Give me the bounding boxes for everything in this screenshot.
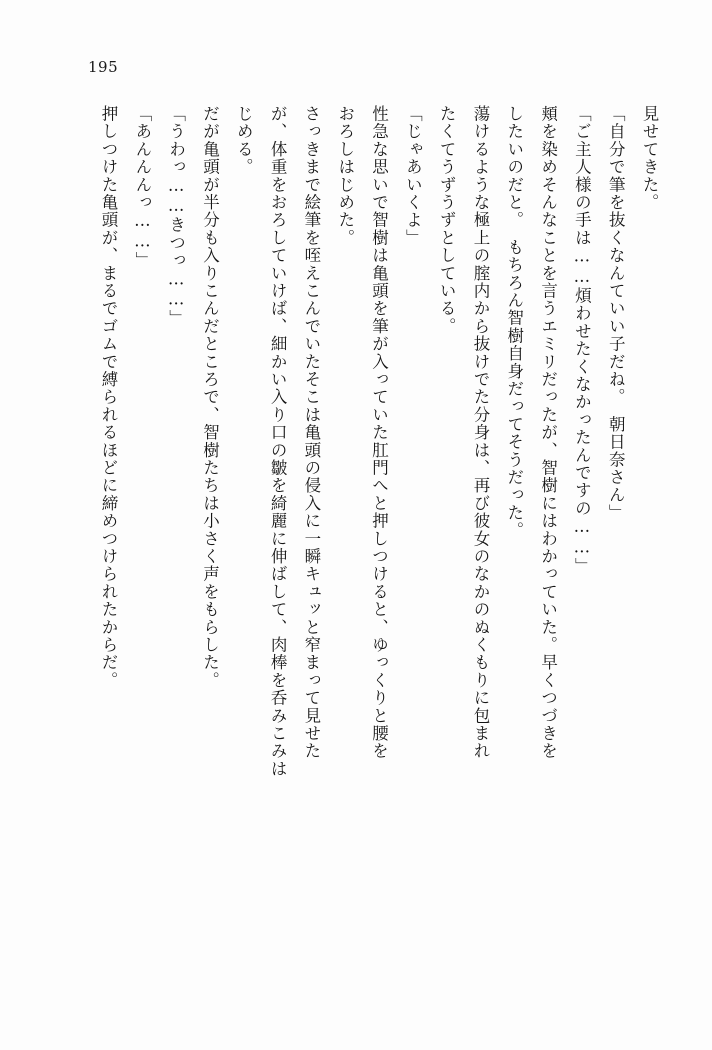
text-line: じめる。: [234, 105, 254, 176]
text-line: 性急な思いで智樹は亀頭を筆が入っていた肛門へと押しつけると、ゆっくりと腰を: [369, 105, 389, 760]
text-line: 「じゃあいくよ」: [403, 105, 423, 247]
page-body-text: [46, 105, 666, 975]
text-line: 「あんんんっ……」: [132, 105, 152, 270]
text-line: たくてうずうずとしている。: [437, 105, 457, 336]
text-line: さっきまで絵筆を咥えこんでいたそこは亀頭の侵入に一瞬キュッと窄まって見せた: [301, 105, 321, 760]
text-line: 見せてきた。: [640, 105, 659, 212]
text-line: 「自分で筆を抜くなんていい子だね。 朝日奈さん」: [606, 105, 626, 522]
text-line: したいのだと。 もちろん智樹自身だってそうだった。: [504, 105, 524, 540]
text-line: が、体重をおろしていけば、細かい入り口の皺を綺麗に伸ばして、肉棒を呑みこみは: [268, 105, 288, 778]
text-line: おろしはじめた。: [335, 105, 355, 247]
text-line: 蕩けるような極上の腟内から抜けでた分身は、再び彼女のなかのぬくもりに包まれ: [470, 105, 490, 760]
text-line: だが亀頭が半分も入りこんだところで、智樹たちは小さく声をもらした。: [200, 105, 220, 690]
text-line: 押しつけた亀頭が、まるでゴムで縛られるほどに締めつけられたからだ。: [99, 105, 118, 690]
page-number: 195: [88, 58, 119, 76]
text-line: 「ご主人様の手は……煩わせたくなかったんですの……」: [572, 105, 592, 576]
text-line: 頬を染めそんなことを言うエミリだったが、智樹にはわかっていた。早くつづきを: [538, 105, 558, 760]
text-line: 「うわっ……きつっ……」: [166, 105, 186, 328]
